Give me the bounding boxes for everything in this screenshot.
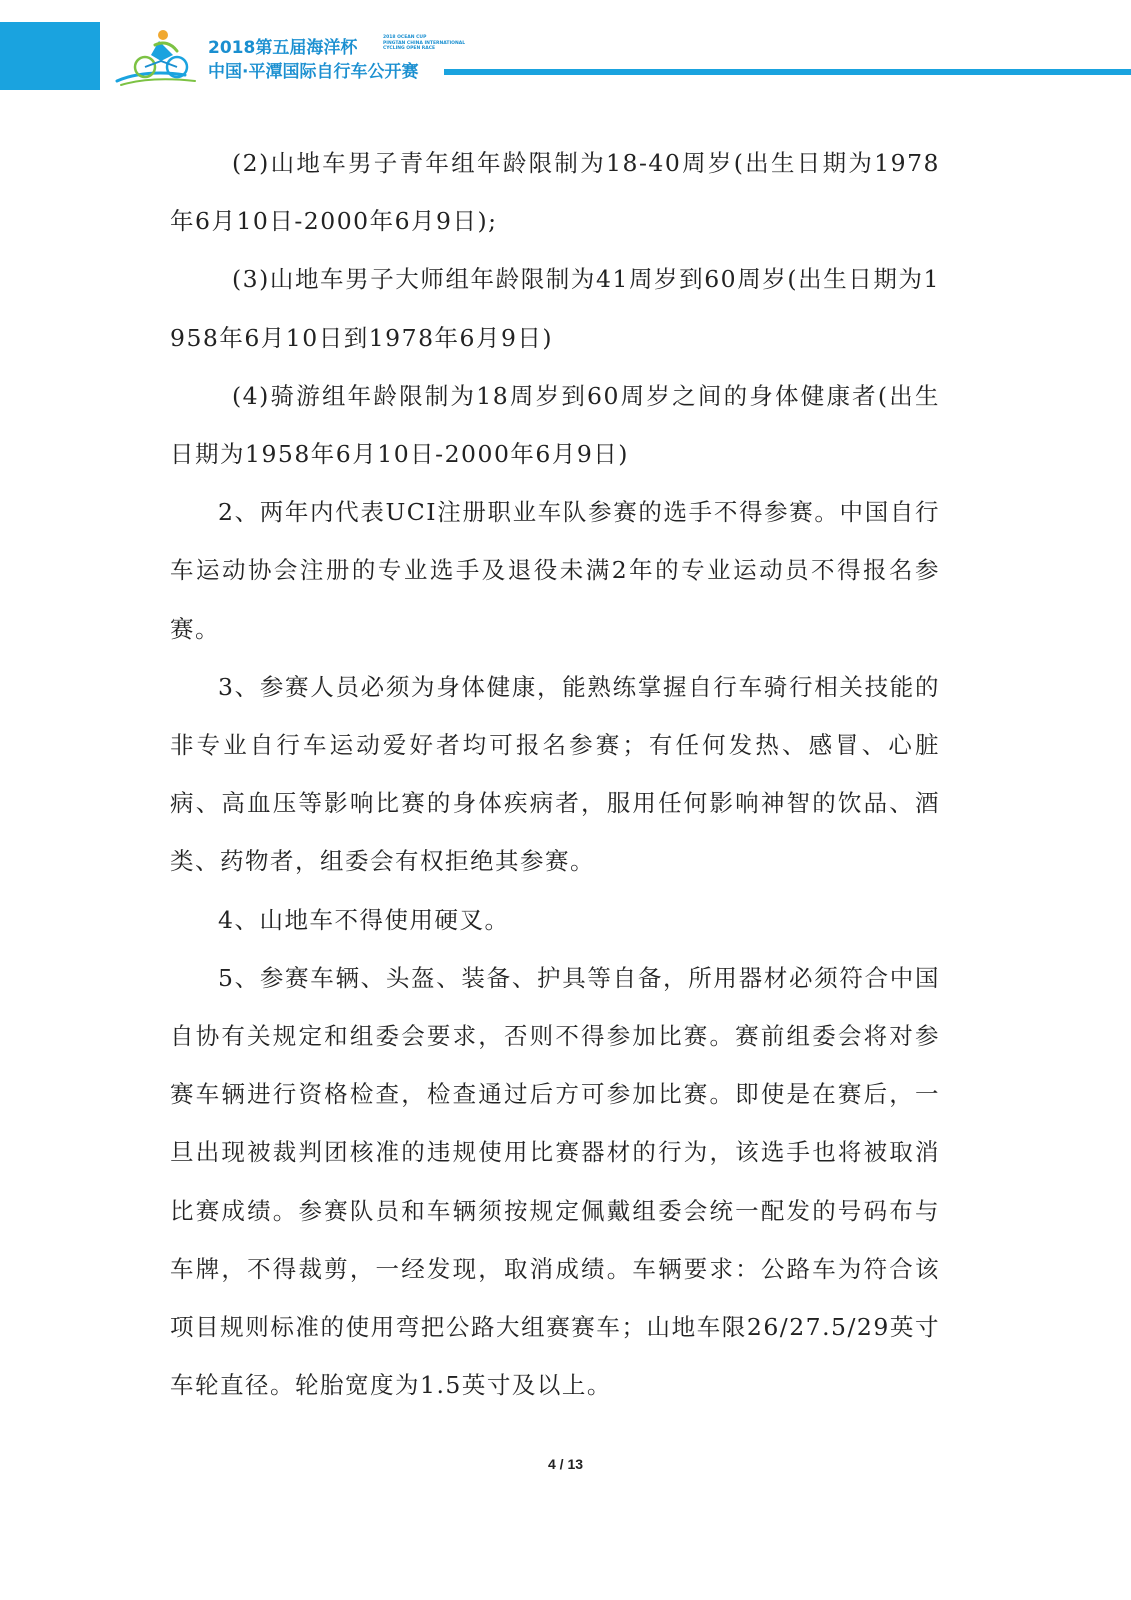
paragraph-age-youth: (2)山地车男子青年组年龄限制为18-40周岁(出生日期为1978年6月10日-2000年6月9日);	[170, 149, 940, 236]
paragraph-rule-4: 4、山地车不得使用硬叉。	[218, 905, 510, 934]
page-header	[0, 0, 1131, 100]
paragraph-rule-5: 5、参赛车辆、头盔、装备、护具等自备，所用器材必须符合中国自协有关规定和组委会要求，否则不得参加比赛。赛前组委会将对参赛车辆进行资格检查，检查通过后方可参加比赛。即使是在赛后，一旦出现被裁判团核准的违规使用比赛器材的行为，该选手也将被取消比赛成绩。参赛队员和车辆须按规定佩戴组委会统一配发的号码布与车牌，不得裁剪，一经发现，取消成绩。车辆要求：公路车为符合该项目规则标准的使用弯把公路大组赛赛车；山地车限26/27.5/29英寸车轮直径。轮胎宽度为1.5英寸及以上。	[170, 963, 940, 1400]
event-logo	[115, 25, 466, 90]
cyclist-logo-icon	[115, 25, 207, 90]
logo-title-line-1: 2018第五届海洋杯	[208, 38, 358, 58]
paragraph-age-touring: (4)骑游组年龄限制为18周岁到60周岁之间的身体健康者(出生日期为1958年6月10日-2000年6月9日)	[170, 381, 940, 469]
logo-small-line-2: PINGTAN CHINA INTERNATIONAL	[383, 40, 466, 46]
logo-small-line-1: 2018 OCEAN CUP	[383, 35, 427, 40]
logo-title-line-2: 中国·平潭国际自行车公开赛	[208, 62, 419, 82]
logo-small-line-3: CYCLING OPEN RACE	[383, 46, 436, 51]
document-body	[170, 134, 940, 1414]
paragraph-age-masters: (3)山地车男子大师组年龄限制为41周岁到60周岁(出生日期为1958年6月10日到1978年6月9日)	[170, 265, 940, 352]
header-rule	[444, 69, 1131, 75]
header-accent-block	[0, 22, 100, 90]
paragraph-rule-3: 3、参赛人员必须为身体健康，能熟练掌握自行车骑行相关技能的非专业自行车运动爱好者均可报名参赛；有任何发热、感冒、心脏病、高血压等影响比赛的身体疾病者，服用任何影响神智的饮品、酒类、药物者，组委会有权拒绝其参赛。	[170, 672, 940, 876]
paragraph-rule-2: 2、两年内代表UCI注册职业车队参赛的选手不得参赛。中国自行车运动协会注册的专业选手及退役未满2年的专业运动员不得报名参赛。	[170, 498, 940, 643]
page-number: 4 / 13	[547, 1456, 584, 1472]
logo-english-caption	[383, 35, 466, 52]
